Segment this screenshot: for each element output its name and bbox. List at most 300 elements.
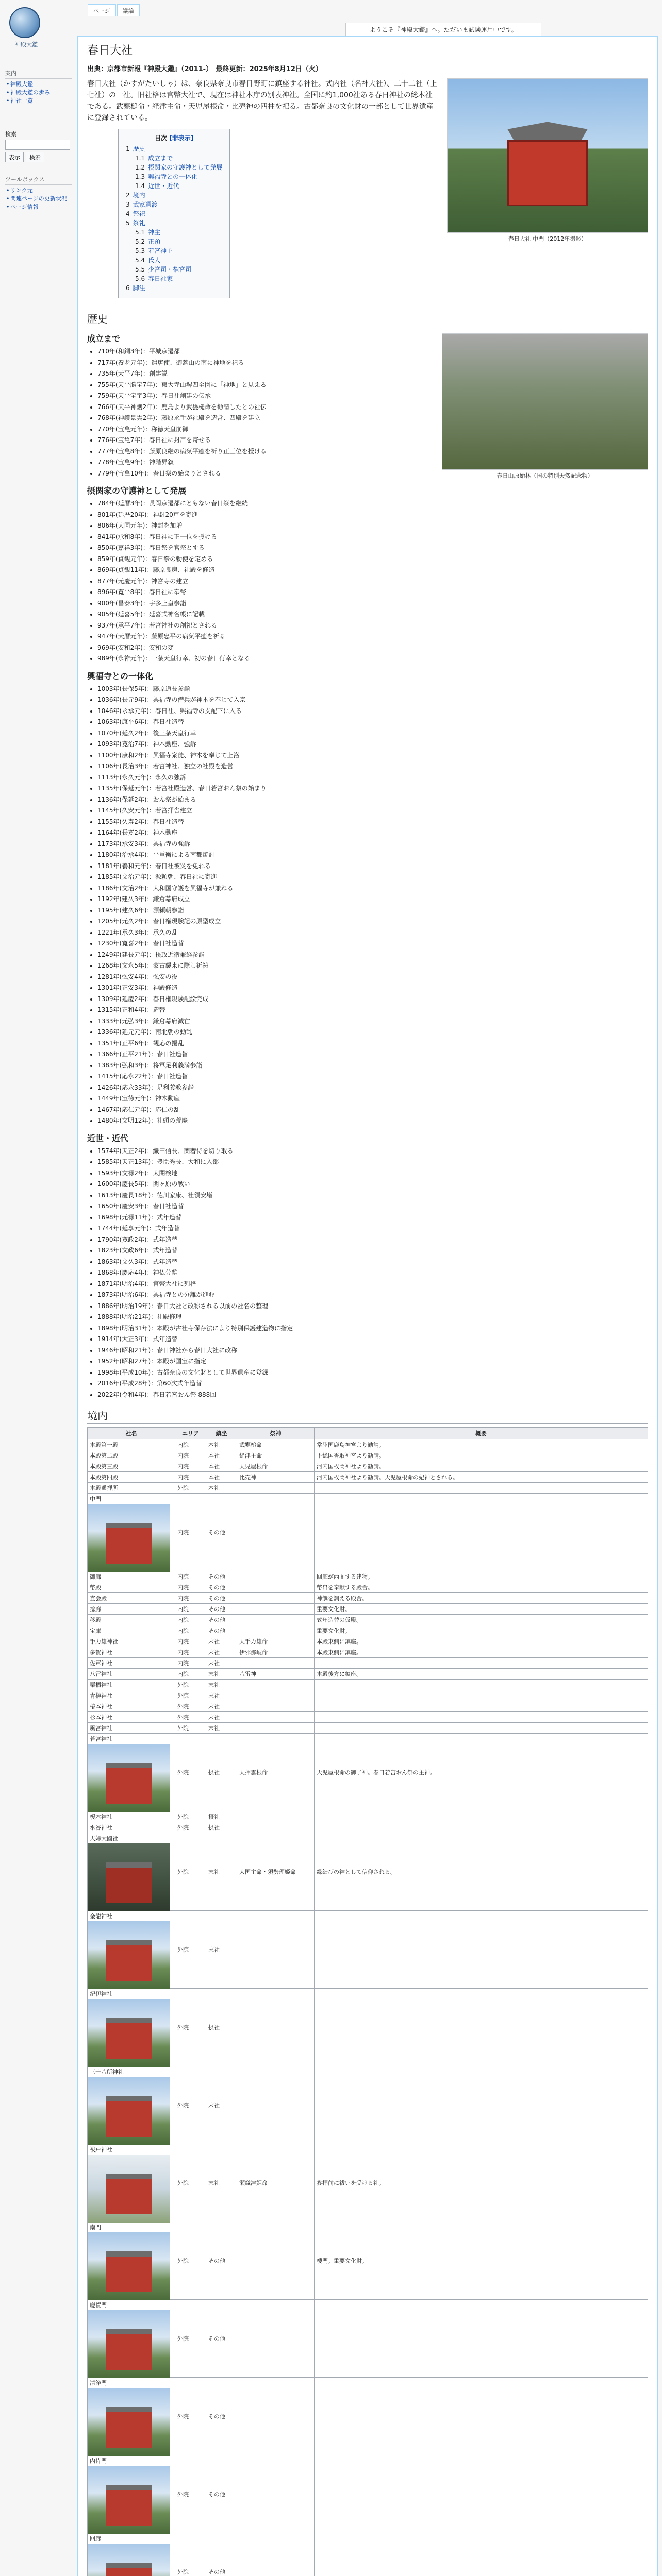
table-cell-desc: 重要文化財。 [315, 1604, 648, 1615]
search-button[interactable]: 検索 [26, 152, 44, 162]
table-cell-desc [315, 1822, 648, 1833]
toc-item-number: 5.5 [135, 266, 145, 273]
toc-item[interactable] [126, 209, 222, 218]
timeline-item: • 1249年(建長元年)：摂政近衛兼経参詣 [97, 950, 648, 961]
toc-item-number: 5.3 [135, 247, 145, 255]
timeline-item: • 1221年(承久3年)：承久の乱 [97, 927, 648, 939]
table-row [88, 1571, 648, 1582]
table-cell-deity [237, 1571, 315, 1582]
timeline-item: • 1145年(久安元年)：若宮拝舎建立 [97, 805, 648, 817]
table-cell-area: 内院 [175, 1571, 206, 1582]
timeline-item: • 1898年(明治31年)：本殿が古社寺保存法により特別保護建造物に指定 [97, 1323, 648, 1334]
table-header: 鎮坐 [206, 1428, 237, 1439]
tab-talk[interactable]: 議論 [117, 4, 140, 16]
timeline-item: • 2016年(平成28年)：第60次式年造替 [97, 1378, 648, 1389]
table-of-contents [118, 129, 230, 298]
timeline-item: • 1873年(明治6年)：興福寺との分離が進む [97, 1290, 648, 1301]
table-cell-name[interactable]: 回廊 [90, 2535, 101, 2542]
sidebar-tools-heading: ツールボックス [5, 175, 72, 185]
table-cell-name[interactable]: 内侍門 [90, 2458, 107, 2464]
sidebar-nav-item[interactable]: 神殿大鑑の歩み [10, 89, 50, 96]
table-cell-deity [237, 1494, 315, 1571]
toc-item[interactable] [126, 181, 222, 191]
timeline-item: • 1205年(元久2年)：春日権現験記の原型成立 [97, 916, 648, 927]
timeline-item: • 1467年(応仁元年)：応仁の乱 [97, 1105, 648, 1116]
table-cell-name[interactable]: 本殿遥拝所 [88, 1483, 175, 1494]
table-cell-deity [237, 1483, 315, 1494]
table-cell-desc [315, 2300, 648, 2378]
toc-item-number: 1 [126, 145, 130, 152]
table-cell-type: 末社 [206, 1701, 237, 1712]
timeline-item: • 759年(天平宝字3年)：春日社創建の伝承 [97, 391, 648, 402]
table-row [88, 1911, 648, 1989]
timeline-item: • 1593年(文禄2年)：太閤検地 [97, 1168, 648, 1179]
toc-item-number: 6 [126, 284, 130, 292]
table-cell-name[interactable]: 慶賀門 [90, 2302, 107, 2309]
table-cell-desc: 本殿東側に鎮座。 [315, 1647, 648, 1658]
table-cell-deity [237, 2300, 315, 2378]
table-row [88, 1450, 648, 1461]
toc-item[interactable] [126, 218, 222, 228]
toc-item-link[interactable]: 祭礼 [133, 219, 145, 227]
section-heading-seiritsu: 成立まで [87, 334, 121, 344]
toc-item-link[interactable]: 成立まで [148, 155, 173, 162]
table-cell-deity [237, 1911, 315, 1989]
table-cell-deity: 伊邪那岐命 [237, 1647, 315, 1658]
table-cell-desc: 天児屋根命の御子神。春日若宮おん祭の主神。 [315, 1734, 648, 1811]
timeline-item: • 1309年(延慶2年)：春日権現験記絵完成 [97, 994, 648, 1005]
timeline-item: • 766年(天平神護2年)：鹿島より武甕槌命を勧請したとの社伝 [97, 402, 648, 413]
timeline-item: • 1426年(応永33年)：足利義教参詣 [97, 1082, 648, 1094]
table-cell-name[interactable]: 多賀神社 [88, 1647, 175, 1658]
timeline-list [87, 498, 648, 665]
timeline-item: • 1886年(明治19年)：春日大社と改称される以前の社名の整理 [97, 1301, 648, 1312]
search-go-button[interactable]: 表示 [5, 152, 24, 162]
table-cell-area: 外院 [175, 1690, 206, 1701]
timeline-item: • 1315年(正和4年)：造替 [97, 1005, 648, 1016]
article-content [77, 36, 658, 2576]
timeline-item: • 1952年(昭和27年)：本殿が国宝に指定 [97, 1356, 648, 1367]
timeline-item: • 989年(永祚元年)：一条天皇行幸、初の春日行幸となる [97, 653, 648, 665]
table-cell-area: 内院 [175, 1625, 206, 1636]
table-cell-type: その他 [206, 2300, 237, 2378]
table-cell-desc [315, 1911, 648, 1989]
toc-item-link[interactable]: 若宮神主 [148, 247, 173, 255]
table-cell-name[interactable]: 椿本神社 [88, 1701, 175, 1712]
timeline-item: • 1585年(天正13年)：豊臣秀長、大和に入部 [97, 1157, 648, 1168]
table-row [88, 1811, 648, 1822]
timeline-item: • 1268年(文永5年)：蒙古襲来に際し祈祷 [97, 960, 648, 972]
table-row [88, 1494, 648, 1571]
table-row [88, 1989, 648, 2066]
table-cell-type: その他 [206, 1494, 237, 1571]
sidebar-nav-item[interactable]: 神社一覧 [10, 97, 33, 104]
toc-item-link[interactable]: 脚注 [133, 284, 145, 292]
table-cell-deity [237, 1680, 315, 1690]
shrine-thumbnail-image[interactable] [88, 2544, 170, 2576]
toc-item[interactable] [126, 191, 222, 200]
table-row [88, 2066, 648, 2144]
toc-item[interactable] [126, 246, 222, 256]
timeline-item: • 770年(宝亀元年)：称徳天皇崩御 [97, 424, 648, 435]
table-row [88, 1658, 648, 1669]
table-cell-type: その他 [206, 1593, 237, 1604]
table-row [88, 1701, 648, 1712]
timeline-item: • 905年(延喜5年)：延喜式神名帳に記載 [97, 609, 648, 620]
shrine-thumbnail-image[interactable] [88, 2077, 170, 2145]
table-cell-deity: 天押雲根命 [237, 1734, 315, 1811]
table-row [88, 1615, 648, 1625]
table-cell-type: 本社 [206, 1450, 237, 1461]
logo-text: 神殿大鑑 [15, 41, 38, 48]
toc-list [126, 144, 222, 293]
toc-item[interactable] [126, 144, 222, 154]
table-cell-area: 内院 [175, 1593, 206, 1604]
sidebar-nav-heading: 案内 [5, 69, 72, 79]
timeline-item: • 777年(宝亀8年)：藤原良継の病気平癒を祈り正三位を授ける [97, 446, 648, 457]
timeline-item: • 1383年(弘和3年)：将軍足利義満参詣 [97, 1060, 648, 1072]
table-row [88, 1690, 648, 1701]
timeline-item: • 1863年(文久3年)：式年造替 [97, 1257, 648, 1268]
table-cell-area: 外院 [175, 1680, 206, 1690]
timeline-item: • 1192年(建久3年)：鎌倉幕府成立 [97, 894, 648, 905]
timeline-list [87, 1146, 648, 1401]
timeline-item: • 710年(和銅3年)：平城京遷都 [97, 346, 648, 358]
shrine-thumbnail-image[interactable] [88, 2310, 170, 2378]
toc-item[interactable] [126, 228, 222, 237]
table-cell-name[interactable]: 本殿第二殿 [88, 1450, 175, 1461]
timeline-item: • 1173年(承安3年)：興福寺の強訴 [97, 839, 648, 850]
side-figure [442, 333, 648, 481]
table-cell-type: その他 [206, 1582, 237, 1593]
shrine-thumbnail-image[interactable] [88, 1999, 170, 2067]
table-cell-desc [315, 1690, 648, 1701]
timeline-item: • 1823年(文政6年)：式年造替 [97, 1245, 648, 1257]
timeline-item: • 1164年(長寛2年)：神木動座 [97, 827, 648, 839]
toc-item[interactable] [126, 163, 222, 172]
table-cell-type: 本社 [206, 1483, 237, 1494]
table-cell-name[interactable]: 杉本神社 [88, 1712, 175, 1723]
table-cell-desc: 河内国枚岡神社より勧請。天児屋根命の妃神とされる。 [315, 1472, 648, 1483]
timeline-list [87, 684, 648, 1127]
toc-item-link[interactable]: 武家過渡 [133, 201, 158, 208]
sidebar-tool-item[interactable]: 関連ページの更新状況 [10, 195, 67, 202]
table-cell-name[interactable]: 栗栖神社 [88, 1680, 175, 1690]
table-cell-area: 内院 [175, 1636, 206, 1647]
toc-item-link[interactable]: 神主 [148, 229, 161, 236]
table-cell-name[interactable]: 清浄門 [90, 2380, 107, 2386]
table-cell-area: 内院 [175, 1472, 206, 1483]
shrine-thumbnail-image[interactable] [88, 2155, 170, 2223]
toc-item[interactable] [126, 154, 222, 163]
table-cell-type: 末社 [206, 1833, 237, 1911]
table-row [88, 2378, 648, 2455]
table-cell-area: 内院 [175, 1461, 206, 1472]
table-cell-desc [315, 1701, 648, 1712]
table-header: 祭神 [237, 1428, 315, 1439]
table-cell-desc [315, 1483, 648, 1494]
table-cell-name[interactable]: 若宮神社 [90, 1736, 112, 1742]
table-cell-desc [315, 2455, 648, 2533]
table-cell-area: 外院 [175, 2378, 206, 2455]
table-cell-desc: 本殿後方に鎮座。 [315, 1669, 648, 1680]
table-cell-name[interactable]: 捻廊 [88, 1604, 175, 1615]
table-cell-type: その他 [206, 2378, 237, 2455]
table-cell-type: 末社 [206, 1712, 237, 1723]
table-cell-name[interactable]: 紀伊神社 [90, 1991, 112, 1997]
timeline-item: • 1351年(正平6年)：観応の擾乱 [97, 1038, 648, 1049]
table-cell-deity: 瀬織津姫命 [237, 2144, 315, 2222]
table-cell-name[interactable]: 本殿第三殿 [88, 1461, 175, 1472]
table-cell-desc: 縁結びの神として信仰される。 [315, 1833, 648, 1911]
timeline-item: • 801年(延暦20年)：神封20戸を寄進 [97, 510, 648, 521]
table-cell-area: 外院 [175, 2066, 206, 2144]
table-cell-name[interactable]: 風宮神社 [88, 1723, 175, 1734]
timeline-item: • 784年(延暦3年)：長岡京遷都にともない春日祭を継続 [97, 498, 648, 510]
table-cell-type: その他 [206, 1604, 237, 1615]
table-cell-area: 外院 [175, 1833, 206, 1911]
table-cell-desc [315, 1712, 648, 1723]
toc-item-number: 3 [126, 201, 130, 208]
timeline-item: • 1998年(平成10年)：古都奈良の文化財として世界遺産に登録 [97, 1367, 648, 1379]
table-cell-deity [237, 1615, 315, 1625]
side-figure-image[interactable] [442, 333, 648, 470]
table-cell-name[interactable]: 三十八所神社 [90, 2069, 124, 2075]
table-cell-deity: 経津主命 [237, 1450, 315, 1461]
table-row [88, 1734, 648, 1811]
table-cell-name[interactable]: 本殿第一殿 [88, 1439, 175, 1450]
toc-item-link[interactable]: 春日社家 [148, 275, 173, 282]
toc-item[interactable] [126, 200, 222, 209]
table-cell-name[interactable]: 八雷神社 [88, 1669, 175, 1680]
table-row [88, 1669, 648, 1680]
table-cell-area: 外院 [175, 2300, 206, 2378]
table-cell-desc: 河内国枚岡神社より勧請。 [315, 1461, 648, 1472]
table-row [88, 1833, 648, 1911]
table-cell-deity [237, 1811, 315, 1822]
table-cell-type: 末社 [206, 2066, 237, 2144]
table-cell-name[interactable]: 移殿 [88, 1615, 175, 1625]
timeline-item: • 779年(宝亀10年)：春日祭の始まりとされる [97, 468, 648, 480]
table-cell-area: 内院 [175, 1604, 206, 1615]
table-cell-type: 末社 [206, 1911, 237, 1989]
timeline-item: • 1186年(文治2年)：大和国守護を興福寺が兼ねる [97, 883, 648, 894]
table-cell-type: 末社 [206, 1669, 237, 1680]
table-cell-type: その他 [206, 1615, 237, 1625]
table-cell-name[interactable]: 金龍神社 [90, 1913, 112, 1920]
table-row [88, 1582, 648, 1593]
table-cell-name[interactable]: 榎本神社 [88, 1811, 175, 1822]
table-cell-area: 外院 [175, 1734, 206, 1811]
shrine-thumbnail-image[interactable] [88, 1744, 170, 1812]
infobox-image[interactable] [447, 78, 648, 233]
table-row [88, 2455, 648, 2533]
table-cell-name[interactable]: 本殿第四殿 [88, 1472, 175, 1483]
table-cell-type: 末社 [206, 1658, 237, 1669]
table-cell-desc: 楼門。重要文化財。 [315, 2222, 648, 2300]
table-cell-deity [237, 1989, 315, 2066]
table-cell-name[interactable]: 中門 [90, 1496, 101, 1502]
section-heading-sekkan: 摂関家の守護神として発展 [87, 486, 187, 496]
table-cell-name[interactable]: 手力雄神社 [88, 1636, 175, 1647]
shrine-thumbnail-image[interactable] [88, 2388, 170, 2456]
table-cell-desc [315, 1494, 648, 1571]
toc-item-link[interactable]: 氏人 [148, 257, 161, 264]
table-row [88, 2300, 648, 2378]
table-cell-deity [237, 1625, 315, 1636]
site-notice: ようこそ『神殿大鑑』へ。ただいま試験運用中です。 [345, 23, 541, 36]
timeline-item: • 2022年(令和4年)：春日若宮おん祭 888回 [97, 1389, 648, 1401]
tab-page[interactable]: ページ [88, 4, 116, 16]
timeline-item: • 1650年(慶安3年)：春日社造替 [97, 1201, 648, 1212]
toc-item-number: 4 [126, 210, 130, 217]
timeline-item: • 896年(寛平8年)：春日社に奉幣 [97, 587, 648, 598]
toc-item[interactable] [126, 237, 222, 246]
toc-item[interactable] [126, 172, 222, 181]
table-cell-deity: 大国主命・須勢理姫命 [237, 1833, 315, 1911]
table-cell-name[interactable]: 青榊神社 [88, 1690, 175, 1701]
table-cell-name[interactable]: 佐軍神社 [88, 1658, 175, 1669]
toc-item-link[interactable]: 歴史 [133, 145, 145, 152]
table-cell-deity [237, 1690, 315, 1701]
sidebar [0, 0, 77, 2576]
table-row [88, 1822, 648, 1833]
toc-toggle[interactable]: [非表示] [169, 134, 194, 142]
table-row [88, 1439, 648, 1450]
toc-item-link[interactable]: 近世・近代 [148, 182, 179, 190]
table-cell-type: 末社 [206, 1690, 237, 1701]
toc-item-number: 5.4 [135, 257, 145, 264]
shrine-thumbnail-image[interactable] [88, 2466, 170, 2534]
table-cell-area: 外院 [175, 1911, 206, 1989]
timeline-item: • 841年(承和8年)：春日神に正一位を授ける [97, 532, 648, 543]
shrine-thumbnail-image[interactable] [88, 1921, 170, 1989]
timeline-item: • 776年(宝亀7年)：春日社に封戸を寄せる [97, 435, 648, 446]
timeline-item: • 778年(宝亀9年)：神階昇叙 [97, 457, 648, 468]
table-row [88, 2144, 648, 2222]
sidebar-tool-item[interactable]: ページ情報 [10, 204, 39, 210]
timeline-item: • 755年(天平勝宝7年)：東大寺山堺四至図に「神地」と見える [97, 380, 648, 391]
table-cell-deity: 比売神 [237, 1472, 315, 1483]
timeline-item: • 969年(安和2年)：安和の変 [97, 642, 648, 654]
timeline-item: • 1415年(応永22年)：春日社造替 [97, 1071, 648, 1082]
table-cell-name[interactable]: 夫婦大國社 [90, 1835, 118, 1842]
timeline-item: • 1106年(長治3年)：若宮神社、独立の社殿を造営 [97, 761, 648, 772]
timeline-item: • 877年(元慶元年)：神宮寺の建立 [97, 576, 648, 587]
table-cell-name[interactable]: 直会殿 [88, 1593, 175, 1604]
toc-item-link[interactable]: 興福寺との一体化 [148, 173, 198, 180]
table-cell-area: 外院 [175, 1989, 206, 2066]
side-figure-caption: 春日山原始林（国の特別天然記念物） [496, 472, 593, 479]
toc-item-link[interactable]: 境内 [133, 192, 145, 199]
timeline-item: • 1063年(康平6年)：春日社造替 [97, 717, 648, 728]
table-cell-type: 末社 [206, 1636, 237, 1647]
table-cell-deity [237, 1701, 315, 1712]
intro-paragraph: 春日大社（かすがたいしゃ）は、奈良県奈良市春日野町に鎮座する神社。式内社（名神大社）、二十二社（上七社）の一社。旧社格は官幣大社で、現在は神社本庁の別表神社。全国に約1,000社ある春日神社の総本社である。武甕槌命・経津主命・天児屋根命・比売神の四柱を祀る。古都奈良の文化財の一部として世界遺産に登録されている。 [87, 80, 437, 122]
shrine-thumbnail-image[interactable] [88, 1843, 170, 1911]
table-cell-name[interactable]: 祓戸神社 [90, 2146, 112, 2153]
timeline-item: • 1914年(大正3年)：式年造替 [97, 1334, 648, 1345]
table-cell-type: その他 [206, 1625, 237, 1636]
toc-item[interactable] [126, 265, 222, 274]
table-cell-name[interactable]: 南門 [90, 2224, 101, 2231]
table-row [88, 2533, 648, 2576]
toc-item-number: 1.2 [135, 164, 145, 171]
table-cell-desc [315, 2533, 648, 2576]
infobox-caption: 春日大社 中門（2012年撮影） [508, 235, 587, 242]
table-cell-type: 摂社 [206, 1734, 237, 1811]
table-cell-type: 本社 [206, 1472, 237, 1483]
table-cell-type: 摂社 [206, 1811, 237, 1822]
timeline-item: • 1868年(慶応4年)：神仏分離 [97, 1267, 648, 1279]
table-row [88, 1604, 648, 1615]
sidebar-tools [5, 170, 72, 211]
table-cell-name[interactable]: 幣殿 [88, 1582, 175, 1593]
toc-item-number: 5 [126, 219, 130, 227]
table-row [88, 1647, 648, 1658]
timeline-item: • 1613年(慶長18年)：徳川家康、社領安堵 [97, 1190, 648, 1201]
table-cell-area: 外院 [175, 2222, 206, 2300]
table-cell-type: 末社 [206, 1680, 237, 1690]
timeline-item: • 1155年(久寿2年)：春日社造替 [97, 817, 648, 828]
timeline-item: • 1301年(正安3年)：神殿修造 [97, 982, 648, 994]
sidebar-nav-item[interactable]: 神殿大鑑 [10, 81, 33, 88]
toc-item-number: 2 [126, 192, 130, 199]
toc-item-link[interactable]: 正預 [148, 238, 161, 245]
timeline-item: • 1366年(正平21年)：春日社造替 [97, 1049, 648, 1060]
site-logo[interactable] [9, 7, 43, 57]
table-cell-area: 内院 [175, 1582, 206, 1593]
table-cell-deity [237, 2533, 315, 2576]
section-heading-kinsei: 近世・近代 [87, 1133, 129, 1143]
table-cell-name[interactable]: 宝庫 [88, 1625, 175, 1636]
globe-logo-icon [9, 7, 40, 38]
table-cell-desc: 重要文化財。 [315, 1625, 648, 1636]
shrine-thumbnail-image[interactable] [88, 2232, 170, 2300]
table-row [88, 1483, 648, 1494]
toc-item[interactable] [126, 274, 222, 283]
table-cell-deity: 天児屋根命 [237, 1461, 315, 1472]
toc-item-link[interactable]: 祭祀 [133, 210, 145, 217]
table-cell-deity [237, 1658, 315, 1669]
toc-item[interactable] [126, 283, 222, 293]
toc-title: 目次 [154, 134, 167, 142]
table-cell-deity [237, 1712, 315, 1723]
table-cell-deity [237, 2222, 315, 2300]
timeline-item: • 1449年(宝徳元年)：神木動座 [97, 1093, 648, 1105]
table-cell-desc: 回廊が西面する建物。 [315, 1571, 648, 1582]
toc-item-link[interactable]: 少宮司・権宮司 [148, 266, 192, 273]
timeline-item: • 1480年(文明12年)：社頭の荒廃 [97, 1115, 648, 1127]
toc-item[interactable] [126, 256, 222, 265]
table-cell-type: 末社 [206, 1647, 237, 1658]
table-cell-area: 内院 [175, 1669, 206, 1680]
table-cell-name[interactable]: 水谷神社 [88, 1822, 175, 1833]
toc-item-link[interactable]: 摂関家の守護神として発展 [148, 164, 223, 171]
table-cell-desc [315, 2066, 648, 2144]
table-cell-name[interactable]: 御廊 [88, 1571, 175, 1582]
table-cell-desc [315, 1989, 648, 2066]
sidebar-tool-item[interactable]: リンク元 [10, 187, 33, 194]
shrine-thumbnail-image[interactable] [88, 1504, 170, 1572]
table-cell-deity [237, 1593, 315, 1604]
timeline-item: • 1046年(永承元年)：春日社、興福寺の支配下に入る [97, 706, 648, 717]
timeline-item: • 1093年(寛治7年)：神木動座、強訴 [97, 739, 648, 750]
timeline-item: • 1185年(文治元年)：源頼朝、春日社に寄進 [97, 872, 648, 883]
table-row [88, 1461, 648, 1472]
page-title: 春日大社 [87, 42, 648, 60]
search-input[interactable] [5, 140, 70, 150]
